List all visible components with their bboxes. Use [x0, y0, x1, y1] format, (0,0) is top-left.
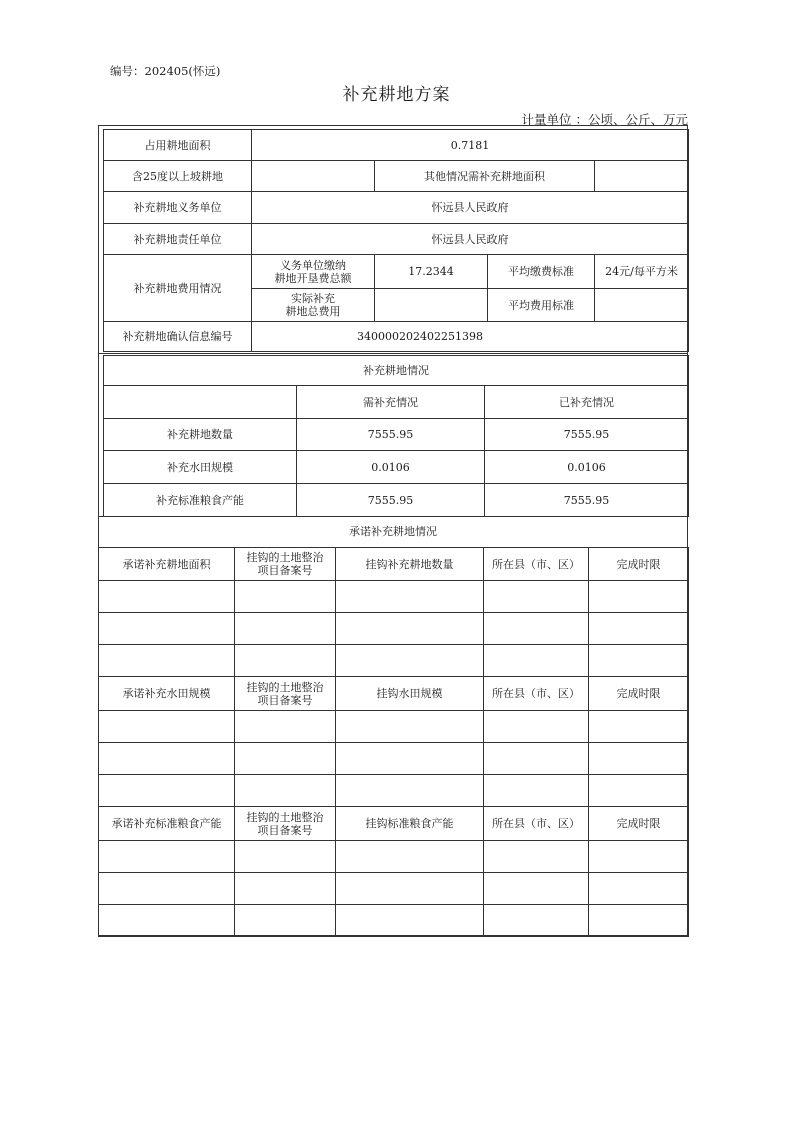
fee-paid-label	[252, 255, 375, 289]
table-row	[104, 451, 689, 484]
linked-grain-header: 挂钩标准粮食产能	[336, 807, 484, 841]
county-header: 所在县（市、区）	[484, 807, 589, 841]
county-header: 所在县（市、区）	[484, 548, 589, 581]
confirm-no-label: 补充耕地确认信息编号	[104, 322, 252, 352]
promise-paddy-label: 承诺补充水田规模	[99, 677, 235, 711]
confirm-no-value: 340000202402251398	[252, 322, 689, 352]
responsible-unit-value: 怀远县人民政府	[252, 224, 689, 255]
table-row	[99, 743, 689, 775]
fee-paid-value: 17.2344	[375, 255, 488, 289]
done-value: 7555.95	[485, 484, 689, 517]
empty-cell	[589, 581, 689, 613]
table-row	[99, 677, 689, 711]
table-row	[99, 807, 689, 841]
table-row	[99, 841, 689, 873]
empty-cell	[484, 841, 589, 873]
empty-cell	[336, 711, 484, 743]
project-no-header-line1: 挂钩的土地整治	[246, 551, 324, 564]
county-header: 所在县（市、区）	[484, 677, 589, 711]
required-value: 7555.95	[297, 419, 485, 451]
project-no-header-line2: 项目备案号	[257, 693, 313, 707]
other-value	[595, 161, 689, 192]
empty-cell	[235, 775, 336, 807]
actual-cost-label	[252, 289, 375, 322]
empty-cell	[99, 581, 235, 613]
fee-paid-label-line2: 耕地开垦费总额	[274, 271, 352, 285]
required-value: 7555.95	[297, 484, 485, 517]
table-row	[104, 322, 689, 352]
table-row	[104, 419, 689, 451]
empty-cell	[99, 841, 235, 873]
empty-cell	[484, 743, 589, 775]
done-value: 7555.95	[485, 419, 689, 451]
empty-cell	[235, 743, 336, 775]
avg-cost-label: 平均费用标准	[488, 289, 595, 322]
empty-cell	[336, 613, 484, 645]
empty-cell	[99, 711, 235, 743]
avg-paid-label: 平均缴费标准	[488, 255, 595, 289]
table-row	[104, 255, 689, 289]
project-no-header-line2: 项目备案号	[257, 823, 313, 837]
empty-cell	[99, 775, 235, 807]
empty-cell	[336, 645, 484, 677]
empty-cell	[589, 613, 689, 645]
empty-cell	[484, 613, 589, 645]
avg-paid-value: 24元/每平方米	[595, 255, 689, 289]
col-required: 需补充情况	[297, 386, 485, 419]
empty-cell	[336, 873, 484, 905]
row-label: 补充耕地数量	[104, 419, 297, 451]
table-row	[99, 775, 689, 807]
empty-cell	[336, 775, 484, 807]
project-no-header	[235, 677, 336, 711]
document-number: 编号：202405(怀远)	[110, 64, 221, 78]
empty-cell	[484, 775, 589, 807]
table-row	[99, 581, 689, 613]
obligation-unit-value: 怀远县人民政府	[252, 192, 689, 224]
header-empty-cell	[104, 386, 297, 419]
project-no-header	[235, 548, 336, 581]
empty-cell	[589, 873, 689, 905]
table-row	[104, 161, 689, 192]
actual-cost-label-line2: 耕地总费用	[285, 305, 341, 318]
col-done: 已补充情况	[485, 386, 689, 419]
fee-label: 补充耕地费用情况	[104, 255, 252, 322]
table-row	[99, 645, 689, 677]
empty-cell	[235, 711, 336, 743]
empty-cell	[235, 645, 336, 677]
empty-cell	[336, 743, 484, 775]
table-row	[104, 386, 689, 419]
empty-cell	[235, 905, 336, 937]
table-row	[104, 130, 689, 161]
empty-cell	[484, 645, 589, 677]
empty-cell	[589, 711, 689, 743]
deadline-header: 完成时限	[589, 677, 689, 711]
promise-section-title: 承诺补充耕地情况	[349, 525, 437, 538]
table-row	[99, 905, 689, 937]
empty-cell	[336, 841, 484, 873]
project-no-header-line2: 项目备案号	[257, 564, 313, 577]
table-row	[104, 192, 689, 224]
actual-cost-label-line1: 实际补充	[291, 292, 335, 305]
required-value: 0.0106	[297, 451, 485, 484]
done-value: 0.0106	[485, 451, 689, 484]
empty-cell	[484, 873, 589, 905]
responsible-unit-label: 补充耕地责任单位	[104, 224, 252, 255]
empty-cell	[336, 581, 484, 613]
slope-value	[252, 161, 375, 192]
obligation-unit-label: 补充耕地义务单位	[104, 192, 252, 224]
empty-cell	[235, 613, 336, 645]
table-row	[104, 356, 689, 386]
empty-cell	[484, 905, 589, 937]
empty-cell	[336, 905, 484, 937]
unit-note: 计量单位 ：公顷、公斤、万元	[521, 112, 688, 127]
table-row	[104, 484, 689, 517]
avg-cost-value	[595, 289, 689, 322]
empty-cell	[484, 581, 589, 613]
project-no-header-line1: 挂钩的土地整治	[246, 810, 324, 824]
section-divider	[98, 353, 688, 354]
table-row	[99, 613, 689, 645]
empty-cell	[235, 873, 336, 905]
fee-paid-label-line1: 义务单位缴纳	[280, 258, 346, 272]
project-no-header	[235, 807, 336, 841]
table-row	[99, 873, 689, 905]
supplement-table	[103, 355, 689, 517]
occupied-area-label: 占用耕地面积	[104, 130, 252, 161]
table-row	[99, 548, 689, 581]
empty-cell	[99, 873, 235, 905]
empty-cell	[99, 613, 235, 645]
occupied-area-value: 0.7181	[252, 130, 689, 161]
other-label: 其他情况需补充耕地面积	[375, 161, 595, 192]
empty-cell	[589, 775, 689, 807]
promise-table	[98, 547, 689, 937]
table-row	[104, 224, 689, 255]
deadline-header: 完成时限	[589, 548, 689, 581]
row-label: 补充标准粮食产能	[104, 484, 297, 517]
project-no-header-line1: 挂钩的土地整治	[246, 680, 324, 694]
slope-label: 含25度以上坡耕地	[104, 161, 252, 192]
empty-cell	[235, 841, 336, 873]
empty-cell	[484, 711, 589, 743]
actual-cost-value	[375, 289, 488, 322]
empty-cell	[99, 743, 235, 775]
empty-cell	[99, 905, 235, 937]
empty-cell	[589, 645, 689, 677]
row-label: 补充水田规模	[104, 451, 297, 484]
table-row	[99, 711, 689, 743]
empty-cell	[589, 743, 689, 775]
promise-area-label: 承诺补充耕地面积	[99, 548, 235, 581]
linked-quantity-header: 挂钩补充耕地数量	[336, 548, 484, 581]
basic-info-table	[103, 129, 689, 352]
empty-cell	[589, 841, 689, 873]
linked-paddy-header: 挂钩水田规模	[336, 677, 484, 711]
empty-cell	[235, 581, 336, 613]
supplement-section-title: 补充耕地情况	[104, 356, 689, 386]
empty-cell	[589, 905, 689, 937]
page-title: 补充耕地方案	[342, 85, 451, 105]
empty-cell	[99, 645, 235, 677]
deadline-header: 完成时限	[589, 807, 689, 841]
promise-grain-label: 承诺补充标准粮食产能	[99, 807, 235, 841]
